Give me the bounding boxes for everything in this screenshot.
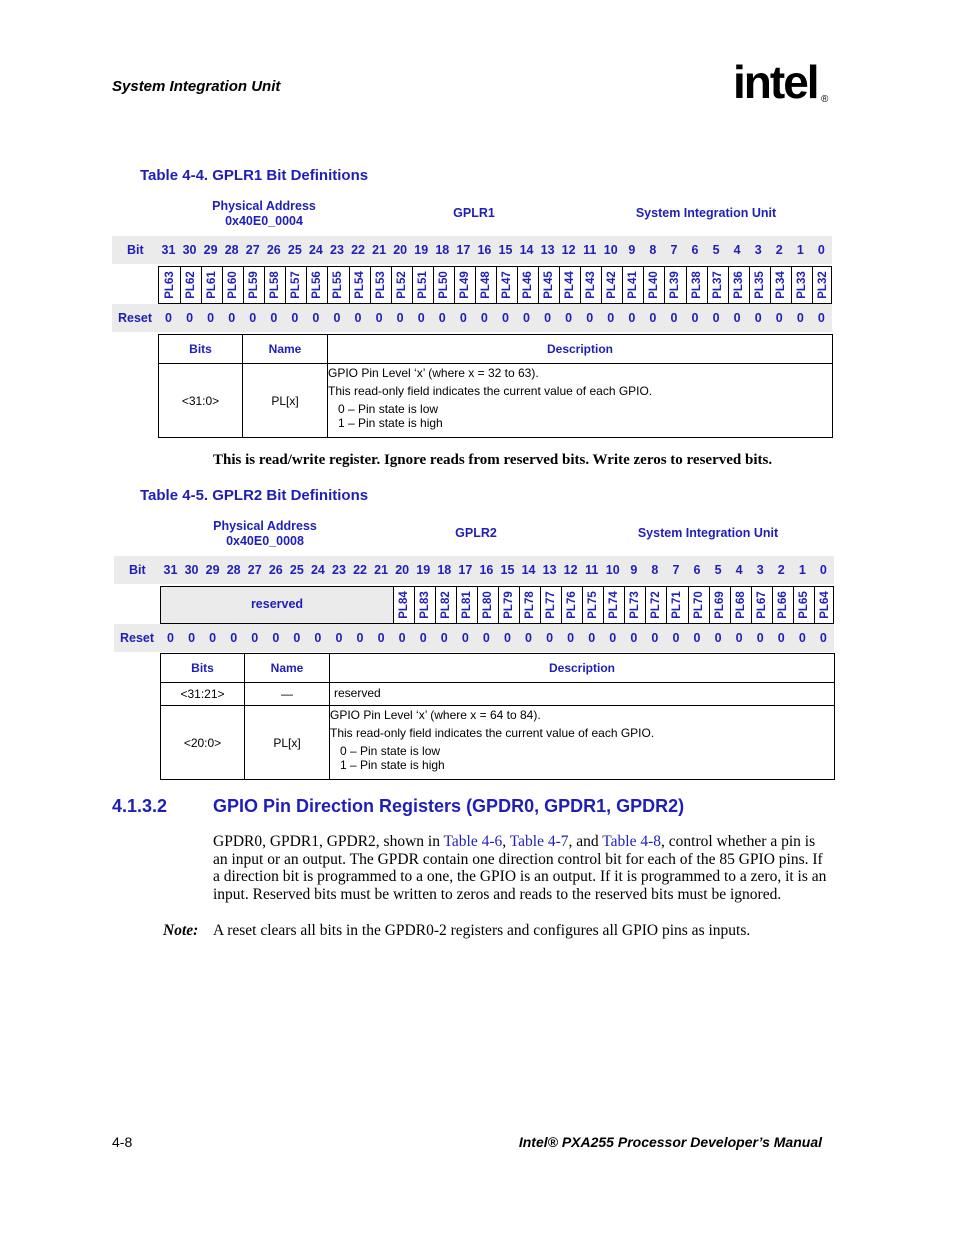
bit-number: 8 [649,243,657,257]
table2-field-row [114,586,834,624]
reset-value: 0 [188,631,196,645]
table-row [159,364,833,438]
section-title: GPIO Pin Direction Registers (GPDR0, GPDR1, GPDR2) [213,796,685,816]
running-header: System Integration Unit [112,78,281,95]
field-cell [243,267,264,303]
field-cell [456,587,477,623]
field-cell [517,267,538,303]
field-label: PL33 [795,271,808,299]
reset-value: 0 [459,311,467,325]
table1-field-row [112,266,832,304]
table1-desc-table [158,334,833,438]
reset-value: 0 [586,311,594,325]
reset-value: 0 [440,631,448,645]
reset-value: 0 [651,631,659,645]
table2-reset-label: Reset [120,631,155,645]
field-label: PL75 [587,591,600,619]
reset-value: 0 [249,311,257,325]
bit-number: 9 [630,563,638,577]
reset-value: 0 [735,631,743,645]
reset-value: 0 [480,311,488,325]
field-label: PL73 [629,591,642,619]
bit-number: 8 [651,563,659,577]
field-cell [264,267,285,303]
reset-value: 0 [398,631,406,645]
field-cell [793,587,814,623]
reset-value: 0 [523,311,530,325]
reset-value: 0 [817,311,825,325]
field-cell [559,267,580,303]
field-cell [709,587,730,623]
reset-value: 0 [354,311,362,325]
field-label: PL32 [816,271,829,299]
field-cell [645,587,666,623]
field-label: PL60 [227,271,240,299]
reset-value: 0 [501,311,509,325]
reset-value: 0 [546,631,554,645]
reset-value: 0 [251,631,259,645]
field-label: PL84 [397,591,410,619]
rw-note: This is read/write register. Ignore reads from reserved bits. Write zeros to reserved bits. [213,452,773,468]
field-label: PL35 [753,271,766,299]
bit-number: 13 [540,243,555,257]
field-label: PL82 [439,591,452,619]
bit-number: 5 [714,563,722,577]
reset-value: 0 [356,631,364,645]
bit-number: 10 [603,243,618,257]
table1-title: Table 4-4. GPLR1 Bit Definitions [140,167,369,184]
table1-reg-name: GPLR1 [453,206,495,220]
section-heading [112,796,685,817]
reset-value: 0 [186,311,194,325]
field-label: PL42 [606,271,619,299]
field-cell [391,267,412,303]
field-label: PL62 [185,271,198,299]
row-desc: GPIO Pin Level ‘x’ (where x = 32 to 63). This read-only field indicates the current value of each GPIO. 0 – Pin state is low 1 – Pin state is high [328,364,833,438]
reset-value: 0 [649,311,657,325]
field-cell [666,587,687,623]
section-paragraph: GPDR0, GPDR1, GPDR2, shown in Table 4-6, Table 4-7, and Table 4-8, control whether a pin is an input or an output. The GPDR contain one direction control bit for each of the 85 GPIO pins. If a direction bit is programmed to a one, the GPIO is an output. If it is programmed to a zero, it is an input. Reserved bits must be written to zeros and reads to the reserved bits must be ignored. [213,833,827,903]
reset-value: 0 [312,311,320,325]
bit-number: 0 [819,563,827,577]
field-label: PL80 [481,591,494,619]
bit-number: 11 [585,563,599,577]
field-label: PL55 [332,271,345,299]
field-cell [414,587,435,623]
field-cell [306,267,327,303]
field-label: PL74 [608,591,621,619]
reset-value: 0 [733,311,741,325]
table2-reset-row [114,624,834,652]
field-label: PL77 [545,591,558,619]
link-table-4-8[interactable]: Table 4-8 [602,833,662,850]
field-label: PL43 [585,271,598,299]
field-cell [812,267,833,303]
field-cell [435,587,456,623]
reset-value: 0 [165,311,172,325]
bit-number: 15 [500,563,515,577]
bit-number: 16 [477,243,492,257]
bit-number: 3 [756,563,764,577]
bit-number: 28 [224,243,239,257]
bit-number: 10 [605,563,620,577]
bit-number: 7 [672,563,680,577]
bit-number: 17 [458,563,473,577]
row-desc: GPIO Pin Level ‘x’ (where x = 64 to 84). This read-only field indicates the current value of each GPIO. 0 – Pin state is low 1 – Pin state is high [330,706,835,780]
field-cell [201,267,222,303]
field-label: PL64 [818,591,831,619]
bit-number: 12 [563,563,578,577]
bit-number: 23 [330,243,344,257]
field-cell [601,267,622,303]
table2-bit-row [114,556,834,584]
bit-number: 1 [798,563,806,577]
reset-value: 0 [167,631,174,645]
bit-number: 18 [437,563,452,577]
field-label: PL41 [627,271,640,299]
link-table-4-7[interactable]: Table 4-7 [509,833,569,850]
field-cell [454,267,475,303]
col-name: Name [245,654,330,683]
bit-number: 26 [266,243,281,257]
bit-number: 24 [308,243,323,257]
reset-value: 0 [272,631,280,645]
link-table-4-6[interactable]: Table 4-6 [443,833,503,850]
table2-title: Table 4-5. GPLR2 Bit Definitions [140,487,369,504]
row-name: PL[x] [243,364,328,438]
row-desc: reserved [330,683,835,706]
reset-value: 0 [209,631,217,645]
field-cell [327,267,348,303]
field-cell [496,267,517,303]
bit-number: 23 [332,563,346,577]
field-label: PL45 [543,271,556,299]
bit-number: 4 [735,563,743,577]
field-label: PL39 [669,271,682,299]
field-cell [751,587,772,623]
reset-value: 0 [777,631,785,645]
field-label: PL36 [732,271,745,299]
bit-number: 7 [670,243,678,257]
field-label: PL34 [774,271,787,299]
row-bits: <31:21> [161,683,245,706]
field-cell [622,267,643,303]
bit-number: 17 [456,243,471,257]
field-cell [477,587,498,623]
svg-text:®: ® [821,94,829,105]
field-label: PL78 [524,591,537,619]
field-label: PL68 [734,591,747,619]
bit-number: 26 [268,563,283,577]
table2-phys-addr: Physical Address 0x40E0_0008 [213,519,317,548]
field-label: PL47 [500,271,513,299]
bit-number: 19 [414,243,429,257]
reset-value: 0 [207,311,215,325]
bit-number: 5 [712,243,720,257]
bit-number: 11 [583,243,597,257]
reset-value: 0 [819,631,827,645]
field-label: PL79 [502,591,515,619]
bit-number: 18 [435,243,450,257]
field-label: PL53 [374,271,387,299]
reset-value: 0 [461,631,469,645]
bit-number: 30 [184,563,199,577]
field-cell [393,587,414,623]
field-label: PL76 [566,591,579,619]
bit-number: 1 [796,243,804,257]
field-cell [603,587,624,623]
bit-number: 28 [226,563,241,577]
bit-number: 27 [247,563,262,577]
bit-number: 6 [691,243,699,257]
reset-value: 0 [775,311,783,325]
field-label: PL65 [797,591,810,619]
reset-value: 0 [693,631,701,645]
field-label: PL37 [711,271,724,299]
field-cell [475,267,496,303]
reset-value: 0 [609,631,617,645]
table1-reset-label: Reset [118,311,153,325]
reset-value: 0 [438,311,446,325]
svg-text:intel: intel [733,58,818,108]
field-cell [498,587,519,623]
field-cell [538,267,559,303]
reset-value: 0 [375,311,383,325]
reset-value: 0 [754,311,762,325]
field-cell [540,587,561,623]
col-bits: Bits [159,335,243,364]
bit-number: 3 [754,243,762,257]
reset-value: 0 [293,631,301,645]
bit-number: 12 [561,243,576,257]
reset-value: 0 [756,631,764,645]
field-label: PL56 [311,271,324,299]
field-cell [159,267,180,303]
bit-number: 2 [777,563,785,577]
reset-value: 0 [798,631,806,645]
reset-value: 0 [565,311,573,325]
bit-number: 6 [693,563,701,577]
field-cell [285,267,306,303]
field-label: PL70 [692,591,705,619]
note-label: Note: [163,922,199,939]
field-label: PL72 [650,591,663,619]
row-bits: <20:0> [161,706,245,780]
field-label: PL49 [458,271,471,299]
reset-value: 0 [482,631,490,645]
bit-number: 30 [182,243,197,257]
reset-value: 0 [419,631,427,645]
field-label: PL46 [522,271,535,299]
bit-number: 4 [733,243,741,257]
reset-value: 0 [525,631,532,645]
reset-value: 0 [670,311,678,325]
field-label: PL52 [395,271,408,299]
col-bits: Bits [161,654,245,683]
field-cell [580,267,601,303]
field-label: PL50 [437,271,450,299]
col-name: Name [243,335,328,364]
field-cell [519,587,540,623]
table-row [161,683,835,706]
reset-value: 0 [691,311,699,325]
field-cell [582,587,603,623]
bit-number: 21 [372,243,387,257]
reset-value: 0 [796,311,804,325]
reset-value: 0 [503,631,511,645]
reset-value: 0 [333,311,341,325]
reset-value: 0 [628,311,636,325]
bit-number: 20 [395,563,410,577]
field-cell [749,267,770,303]
reset-value: 0 [567,631,575,645]
field-label: PL67 [755,591,768,619]
field-cell [814,587,835,623]
field-cell [412,267,433,303]
table1-bit-row [112,236,832,264]
field-cell [688,587,709,623]
field-cell [730,587,751,623]
bit-number: 24 [310,563,325,577]
table1-bit-label: Bit [127,243,144,257]
reset-value: 0 [291,311,299,325]
bit-number: 14 [521,563,536,577]
section-number: 4.1.3.2 [112,796,168,816]
bit-number: 0 [817,243,825,257]
bit-number: 25 [289,563,304,577]
field-cell [791,267,812,303]
table2-desc-table [160,653,835,780]
row-name: — [245,683,330,706]
reset-value: 0 [417,311,425,325]
reset-value: 0 [377,631,385,645]
field-cell [349,267,370,303]
field-cell [686,267,707,303]
page-number: 4-8 [112,1134,133,1150]
field-cell [370,267,391,303]
field-cell [643,267,664,303]
reset-value: 0 [672,631,680,645]
bit-number: 29 [205,563,220,577]
bit-number: 27 [245,243,260,257]
field-label: PL63 [163,271,176,299]
reset-value: 0 [228,311,236,325]
field-cell [561,587,582,623]
field-label: PL51 [416,271,429,299]
field-label: PL38 [690,271,703,299]
field-cell [433,267,454,303]
field-cell [772,587,793,623]
field-label: PL66 [776,591,789,619]
table1-reset-row [112,304,832,332]
field-cell [624,587,645,623]
reset-value: 0 [335,631,343,645]
bit-number: 15 [498,243,513,257]
reset-value: 0 [714,631,722,645]
table2-reg-name: GPLR2 [455,526,497,540]
field-label: PL81 [460,591,473,619]
field-label: PL61 [206,271,219,299]
manual-title: Intel® PXA255 Processor Developer’s Manual [518,1134,822,1150]
bit-number: 25 [287,243,302,257]
field-label: PL58 [269,271,282,299]
field-label: PL40 [648,271,661,299]
col-desc: Description [330,654,835,683]
field-cell [707,267,728,303]
bit-number: 21 [374,563,389,577]
field-cell [770,267,791,303]
field-label: PL71 [671,591,684,619]
reset-value: 0 [314,631,322,645]
intel-logo [733,58,833,116]
reset-value: 0 [396,311,404,325]
bit-number: 31 [163,563,178,577]
reset-value: 0 [270,311,278,325]
bit-number: 22 [353,563,367,577]
reset-value: 0 [588,631,596,645]
bit-number: 31 [161,243,176,257]
table2-unit: System Integration Unit [637,526,779,540]
field-label: PL44 [564,271,577,299]
field-label: PL48 [479,271,492,299]
bit-number: 16 [479,563,494,577]
field-label: PL69 [713,591,726,619]
reserved-field [161,587,393,623]
row-name: PL[x] [245,706,330,780]
bit-number: 20 [393,243,408,257]
col-desc: Description [328,335,833,364]
field-cell [728,267,749,303]
field-cell [664,267,685,303]
bit-number: 13 [542,563,557,577]
reset-value: 0 [544,311,552,325]
bit-number: 2 [775,243,783,257]
table-row [161,706,835,780]
table1-fields [158,266,832,304]
table1-unit: System Integration Unit [635,206,777,220]
bit-number: 9 [628,243,636,257]
note-text: A reset clears all bits in the GPDR0-2 registers and configures all GPIO pins as inputs. [213,922,751,939]
reset-value: 0 [630,631,638,645]
table2-bit-label: Bit [129,563,146,577]
field-label: PL59 [248,271,261,299]
reset-value: 0 [712,311,720,325]
reset-value: 0 [230,631,238,645]
field-label: PL83 [418,591,431,619]
table2-fields [160,586,834,624]
table1-phys-addr: Physical Address 0x40E0_0004 [212,199,316,228]
bit-number: 19 [416,563,431,577]
bit-number: 22 [351,243,365,257]
bit-number: 14 [519,243,534,257]
field-label: PL54 [353,271,366,299]
field-cell [222,267,243,303]
row-bits: <31:0> [159,364,243,438]
reset-value: 0 [607,311,615,325]
field-cell [180,267,201,303]
field-label: PL57 [290,271,303,299]
reserved-label: reserved [250,597,304,611]
bit-number: 29 [203,243,218,257]
